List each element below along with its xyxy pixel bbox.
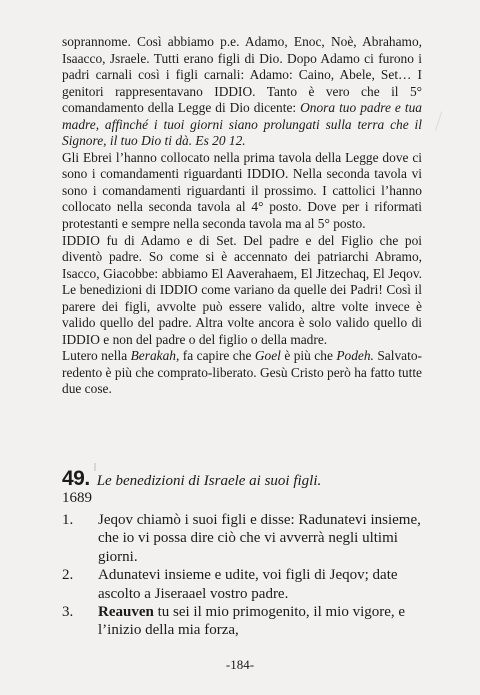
verse-item xyxy=(62,603,422,640)
verse-text: tu sei il mio primogenito, il mio vigore, e l’inizio della mia forza, xyxy=(98,604,406,639)
verse-item xyxy=(62,511,422,566)
verse-number: 2. xyxy=(62,567,74,584)
text-run: fa capire che xyxy=(179,348,255,364)
chapter-year: 1689 xyxy=(62,490,92,506)
scripture-quote: Onora tuo padre e tua madre, affinché i tuoi giorni siano prolungati sulla terra che il Signore, il tuo Dio ti dà. Es 20 12. xyxy=(62,100,422,149)
text-run: Salvato-redento è più che comprato-liberato. Gesù Cristo però ha fatto tutte due cose. xyxy=(62,348,422,397)
chapter-number: 49. xyxy=(62,467,90,490)
text-run: Gli Ebrei l’hanno collocato nella prima tavola della Legge dove ci sono i comandamenti riguardanti IDDIO. Nella seconda tavola vi sono i comandamenti riguardanti il prossimo. I cattolici l’hanno collocato nella seconda tavola al 4° posto. Dove per i riformati protestanti e sempre nella seconda tavola ma al 5° posto. xyxy=(62,149,422,232)
italic-term: Berakah, xyxy=(130,348,180,364)
paragraph-1 xyxy=(62,34,422,150)
text-run: è più che xyxy=(280,348,337,364)
text-run: IDDIO fu di Adamo e di Set. Del padre e del Figlio che poi diventò padre. So come si è accennato dei patriarchi Abramo, Isacco, Giacobbe: abbiamo El Aaverahaem, El Jitzechaq, El Jeqov. Le benedizioni di IDDIO come variano da quelle dei Padri! Così il parere dei figli, avvolte può essere valido, altre volte invece è valido quello del padre. Altra volte ancora è solo valido quello di IDDIO e non del padre o del figlio o della madre. xyxy=(62,232,422,347)
paper-mark xyxy=(435,111,448,132)
verse-list xyxy=(62,511,422,640)
paragraph-3 xyxy=(62,233,422,349)
page-number: -184- xyxy=(225,657,255,672)
text-run: Lutero nella xyxy=(62,348,131,364)
verse-text: Adunatevi insieme e udite, voi figli di Jeqov; date ascolto a Jiseraael vostro padre. xyxy=(98,567,398,602)
paragraph-4 xyxy=(62,348,422,398)
verse-number: 1. xyxy=(62,512,74,528)
italic-term: Goel xyxy=(254,348,281,364)
verse-name-bold: Reauven xyxy=(98,604,154,621)
chapter-title: Le benedizioni di Israele ai suoi figli. xyxy=(96,473,322,489)
paragraph-2 xyxy=(62,150,422,233)
text-run: soprannome. Così abbiamo p.e. Adamo, Enoc, Noè, Abrahamo, Isaacco, Jsraele. Tutti erano figli di Dio. Dopo Adamo ci furono i padri carnali così i figli carnali: Adamo: Caino, Abele, Set… I genitori rappresentavano IDDIO. Tanto è vero che il 5° comandamento della Legge di Dio dicente: xyxy=(62,34,422,116)
body-text xyxy=(62,34,422,398)
verse-text: Jeqov chiamò i suoi figli e disse: Radunatevi insieme, che io vi possa dire ciò che vi avverrà negli ultimi giorni. xyxy=(98,512,421,565)
chapter-heading xyxy=(62,467,422,491)
italic-term: Podeh. xyxy=(336,348,374,364)
verse-number: 3. xyxy=(62,604,74,621)
verse-item xyxy=(62,566,422,603)
